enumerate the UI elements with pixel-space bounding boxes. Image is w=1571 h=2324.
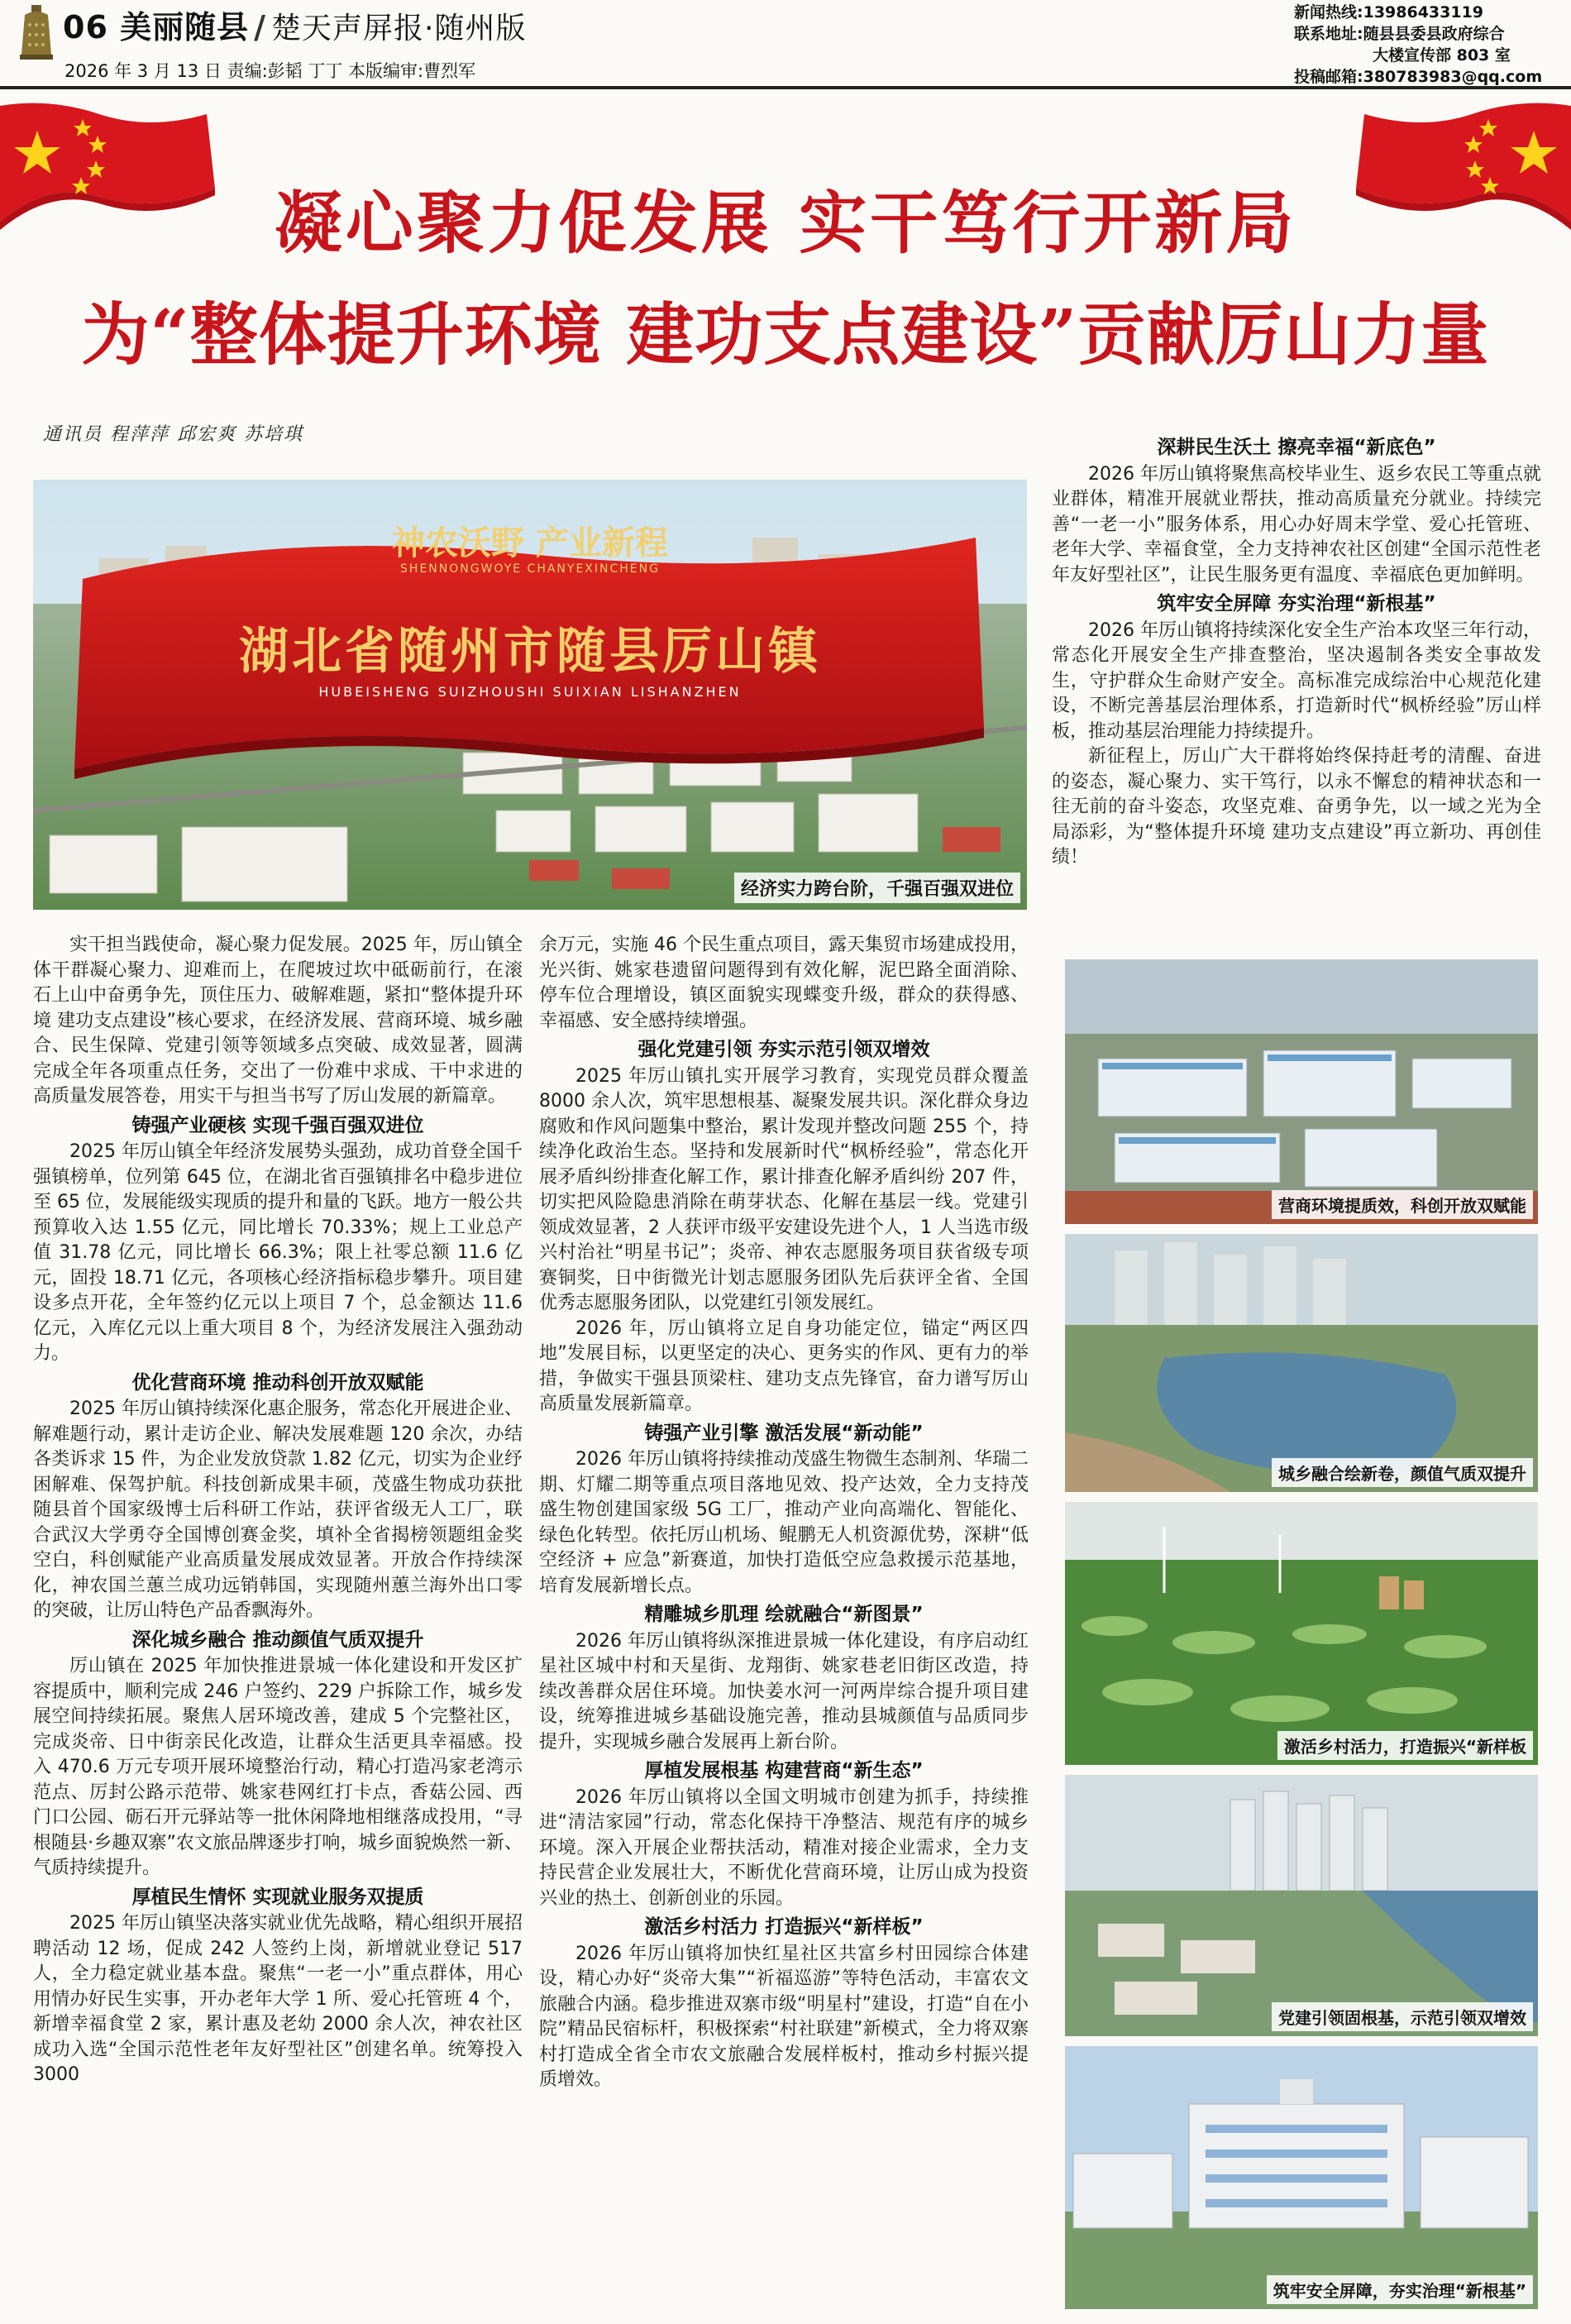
section-10-paragraph: 2026 年厉山镇将聚焦高校毕业生、返乡农民工等重点就业群体，精准开展就业帮扶，推动高质量充分就业。持续完善“一老一小”服务体系，用心办好周末学堂、爱心托管班、老年大学、幸福食堂，全力支持神农社区创建“全国示范性老年友好型社区”，让民生服务更有温度、幸福底色更加鲜明。 — [1052, 463, 1541, 586]
side-photo-5-caption: 筑牢安全屏障，夯实治理“新根基” — [1267, 2275, 1533, 2304]
side-photo-5 — [1065, 2046, 1538, 2309]
hotline: 新闻热线:13986433119 — [1294, 3, 1484, 22]
aerial-town-illustration — [33, 480, 1027, 910]
section-8-title: 厚植发展根基 构建营商“新生态” — [644, 1760, 924, 1781]
article-column-2 — [539, 933, 1029, 2093]
section-2-title: 优化营商环境 推动科创开放双赋能 — [131, 1371, 424, 1394]
section-11-title: 筑牢安全屏障 夯实治理“新根基” — [1157, 593, 1436, 614]
side-photo-3 — [1065, 1502, 1538, 1765]
side-photo-1-caption: 营商环境提质效，科创开放双赋能 — [1272, 1190, 1533, 1219]
address-line-2: 大楼宣传部 803 室 — [1373, 46, 1511, 65]
masthead-rule — [0, 86, 1571, 89]
section-5-paragraph: 2025 年厉山镇扎实开展学习教育，实现党员群众覆盖 8000 余人次，筑牢思想根基、凝聚发展共识。深化群众身边腐败和作风问题集中整治，累计发现并整改问题 255 个，持续净化政治生态。坚持和发展新时代“枫桥经验”，常态化开展矛盾纠纷排查化解工作，累计排查化解矛盾纠纷 207 件，切实把风险隐患消除在萌芽状态、化解在基层一线。党建引领成效显著，2 人获评市级平安建设先进个人，1 人当选市级兴村治社“明星书记”；炎帝、神农志愿服务项目获省级专项赛铜奖，日中街微光计划志愿服务团队先后获评全省、全国优秀志愿服务团队，以党建红引领发展红。 — [539, 1065, 1029, 1313]
section-9-paragraph: 2026 年厉山镇将加快红星社区共富乡村田园综合体建设，精心办好“炎帝大集”“祈福巡游”等特色活动，丰富农文旅融合内涵。稳步推进双寨市级“明星村”建设，打造“自在小院”精品民宿标杆，积极探索“村社联建”新模式，全力将双寨村打造成全省全市农文旅融合发展样板村，推动乡村振兴提质增效。 — [539, 1943, 1029, 2090]
section-5-title: 强化党建引领 夯实示范引领双增效 — [637, 1039, 930, 1060]
closing-paragraph: 新征程上，厉山广大干群将始终保持赶考的清醒、奋进的姿态，凝心聚力、实干笃行，以永不懈怠的精神状态和一往无前的奋斗姿态，攻坚克难、奋勇争先，以一域之光为全局添彩，为“整体提升环境 建功支点建设”再立新功、再创佳绩！ — [1052, 746, 1541, 868]
date-editors: 2026 年 3 月 13 日 责编:彭韬 丁丁 本版编审:曹烈军 — [64, 61, 476, 81]
intro-paragraph: 实干担当践使命，凝心聚力促发展。2025 年，厉山镇全体干群凝心聚力、迎难而上，在爬坡过坎中砥砺前行，在滚石上山中奋勇争先，顶住压力、破解难题，紧扣“整体提升环境 建功支点建设”核心要求，在经济发展、营商环境、城乡融合、民生保障、党建引领等领域多点突破、成效显著，圆满完成全年各项重点任务，交出了一份难中求成、干中求进的高质量发展答卷，用实干与担当书写了厉山发展的新篇章。 — [33, 935, 523, 1107]
section-4-title: 厚植民生情怀 实现就业服务双提质 — [131, 1886, 424, 1908]
side-photo-2-caption: 城乡融合绘新卷，颜值气质双提升 — [1272, 1458, 1533, 1487]
address-line-1: 联系地址:随县县委县政府综合 — [1294, 25, 1505, 43]
section-4-paragraph: 2025 年厉山镇坚决落实就业优先战略，精心组织开展招聘活动 12 场，促成 242 人签约上岗，新增就业登记 517 人，全力稳定就业基本盘。聚焦“一老一小”重点群体，用心用情办好民生实事，开办老年大学 1 所、爱心托管班 4 个，新增幸福食堂 2 家，累计惠及老幼 2000 余人次，神农社区成功入选“全国示范性老年友好型社区”创建名单。统筹投入 3000 — [33, 1913, 523, 2085]
side-photo-4 — [1065, 1775, 1538, 2036]
section-1-paragraph: 2025 年厉山镇全年经济发展势头强劲，成功首登全国千强镇榜单，位列第 645 位，在湖北省百强镇排名中稳步进位至 65 位，发展能级实现质的提升和量的飞跃。地方一般公共预算收入达 1.55 亿元，同比增长 70.33%；规上工业总产值 31.78 亿元，同比增长 66.3%；限上社零总额 11.6 亿元，固投 18.71 亿元，各项核心经济指标稳步攀升。项目建设多点开花，全年签约亿元以上项目 7 个，总金额达 11.6 亿元，入库亿元以上重大项目 8 个，为经济发展注入强劲动力。 — [33, 1141, 523, 1364]
slogan-pinyin: SHENNONGWOYE CHANYEXINCHENG — [400, 562, 660, 576]
page-number-title: 06 美丽随县 — [63, 9, 250, 45]
article-column-3 — [1052, 432, 1541, 871]
article-column-1 — [33, 933, 523, 2088]
section-8-paragraph: 2026 年厉山镇将以全国文明城市创建为抓手，持续推进“清洁家园”行动，常态化保持干净整洁、规范有序的城乡环境。深入开展企业帮扶活动，精准对接企业需求，全力支持民营企业发展壮大，不断优化营商环境，让厉山成为投资兴业的热土、创新创业的乐园。 — [539, 1786, 1029, 1909]
paper-name: 楚天声屏报·随州版 — [271, 12, 527, 45]
section-6-title: 铸强产业引擎 激活发展“新动能” — [644, 1422, 924, 1444]
lead-photo-caption: 经济实力跨台阶，千强百强双进位 — [734, 873, 1020, 903]
lead-photo — [33, 480, 1027, 910]
slogan-text: 神农沃野 产业新程 — [392, 524, 668, 562]
bell-logo-icon — [18, 5, 55, 63]
section-7-title: 精雕城乡肌理 绘就融合“新图景” — [644, 1604, 924, 1625]
section-1-title: 铸强产业硬核 实现千强百强双进位 — [131, 1114, 424, 1136]
headline-line-1: 凝心聚力促发展 实干笃行开新局 — [274, 184, 1297, 263]
vegetable-field-illustration — [1065, 1502, 1538, 1765]
contact-info — [1294, 2, 1567, 88]
byline: 通讯员 程萍萍 邱宏爽 苏培琪 — [43, 424, 303, 445]
town-name-text: 湖北省随州市随县厉山镇 — [239, 623, 821, 681]
section-2-paragraph: 2025 年厉山镇持续深化惠企服务，常态化开展进企业、解难题行动，累计走访企业、解决发展难题 120 余次，办结各类诉求 15 件，为企业发放贷款 1.82 亿元，切实为企业纾困解难、保驾护航。科技创新成果丰硕，茂盛生物成功获批随县首个国家级博士后科研工作站，获评省级无人工厂，联合武汉大学勇夺全国博创赛金奖，填补全省揭榜领题组金奖空白，科创赋能产业高质量发展成效显著。开放合作持续深化，神农国兰蕙兰成功远销韩国，实现随州蕙兰海外出口零的突破，让厉山特色产品香飘海外。 — [33, 1399, 523, 1621]
title-separator: / — [254, 9, 267, 45]
section-7-paragraph: 2026 年厉山镇将纵深推进景城一体化建设，有序启动红星社区城中村和天星街、龙翔街、姚家巷老旧街区改造，持续改善群众居住环境。加快姜水河一河两岸综合提升项目建设，统筹推进城乡基础设施完善，推动县城颜值与品质同步提升，实现城乡融合发展再上新台阶。 — [539, 1630, 1029, 1753]
email: 投稿邮箱:380783983@qq.com — [1294, 68, 1543, 86]
section-5-paragraph-2: 2026 年，厉山镇将立足自身功能定位，锚定“两区四地”发展目标，以更坚定的决心、更务实的作风、更有力的举措，争做实干强县顶梁柱、建功支点先锋官，奋力谱写厉山高质量发展新篇章。 — [539, 1317, 1029, 1414]
page-title — [63, 2, 526, 47]
section-4-continued: 余万元，实施 46 个民生重点项目，露天集贸市场建成投用，光兴街、姚家巷遗留问题得到有效化解，泥巴路全面消除、停车位合理增设，镇区面貌实现蝶变升级，群众的获得感、幸福感、安全感持续增强。 — [539, 935, 1029, 1031]
section-10-title: 深耕民生沃土 擦亮幸福“新底色” — [1157, 437, 1436, 458]
side-photo-2 — [1065, 1234, 1538, 1492]
side-photo-4-caption: 党建引领固根基，示范引领双增效 — [1272, 2002, 1533, 2031]
industrial-park-illustration — [1065, 959, 1538, 1224]
section-9-title: 激活乡村活力 打造振兴“新样板” — [644, 1916, 924, 1938]
side-photo-1 — [1065, 959, 1538, 1224]
town-pinyin: HUBEISHENG SUIZHOUSHI SUIXIAN LISHANZHEN — [318, 684, 742, 700]
section-6-paragraph: 2026 年厉山镇将持续推动茂盛生物微生态制剂、华瑞二期、灯耀二期等重点项目落地见效、投产达效，全力支持茂盛生物创建国家级 5G 工厂，推动产业向高端化、智能化、绿色化转型。依托厉山机场、鲲鹏无人机资源优势，深耕“低空经济 + 应急”新赛道，加快打造低空应急救援示范基地，培育发展新增长点。 — [539, 1449, 1029, 1596]
riverside-city-illustration — [1065, 1775, 1538, 2036]
section-11-paragraph: 2026 年厉山镇将持续深化安全生产治本攻坚三年行动，常态化开展安全生产排查整治，坚决遏制各类安全事故发生，守护群众生命财产安全。高标准完成综治中心规范化建设，不断完善基层治理体系，打造新时代“枫桥经验”厉山样板，推动基层治理能力持续提升。 — [1052, 619, 1541, 742]
lakeside-town-illustration — [1065, 1234, 1538, 1492]
side-photo-3-caption: 激活乡村活力，打造振兴“新样板 — [1277, 1731, 1533, 1760]
section-3-paragraph: 厉山镇在 2025 年加快推进景城一体化建设和开发区扩容提质中，顺利完成 246 户签约、229 户拆除工作，城乡发展空间持续拓展。聚焦人居环境改善，建成 5 个完整社区，完成炎帝、日中街亲民化改造，让群众生活更具幸福感。投入 470.6 万元专项开展环境整治行动，精心打造冯家老湾示范点、厉封公路示范带、姚家巷网红打卡点，香菇公园、西门口公园、砺石开元驿站等一批休闲降地相继落成投用，“寻根随县·乡趣双寨”农文旅品牌逐步打响，城乡面貌焕然一新、气质持续提升。 — [33, 1656, 523, 1878]
government-building-illustration — [1065, 2046, 1538, 2309]
section-3-title: 深化城乡融合 推动颜值气质双提升 — [131, 1628, 424, 1651]
headline-line-2: 为“整体提升环境 建功支点建设”贡献厉山力量 — [81, 295, 1490, 375]
